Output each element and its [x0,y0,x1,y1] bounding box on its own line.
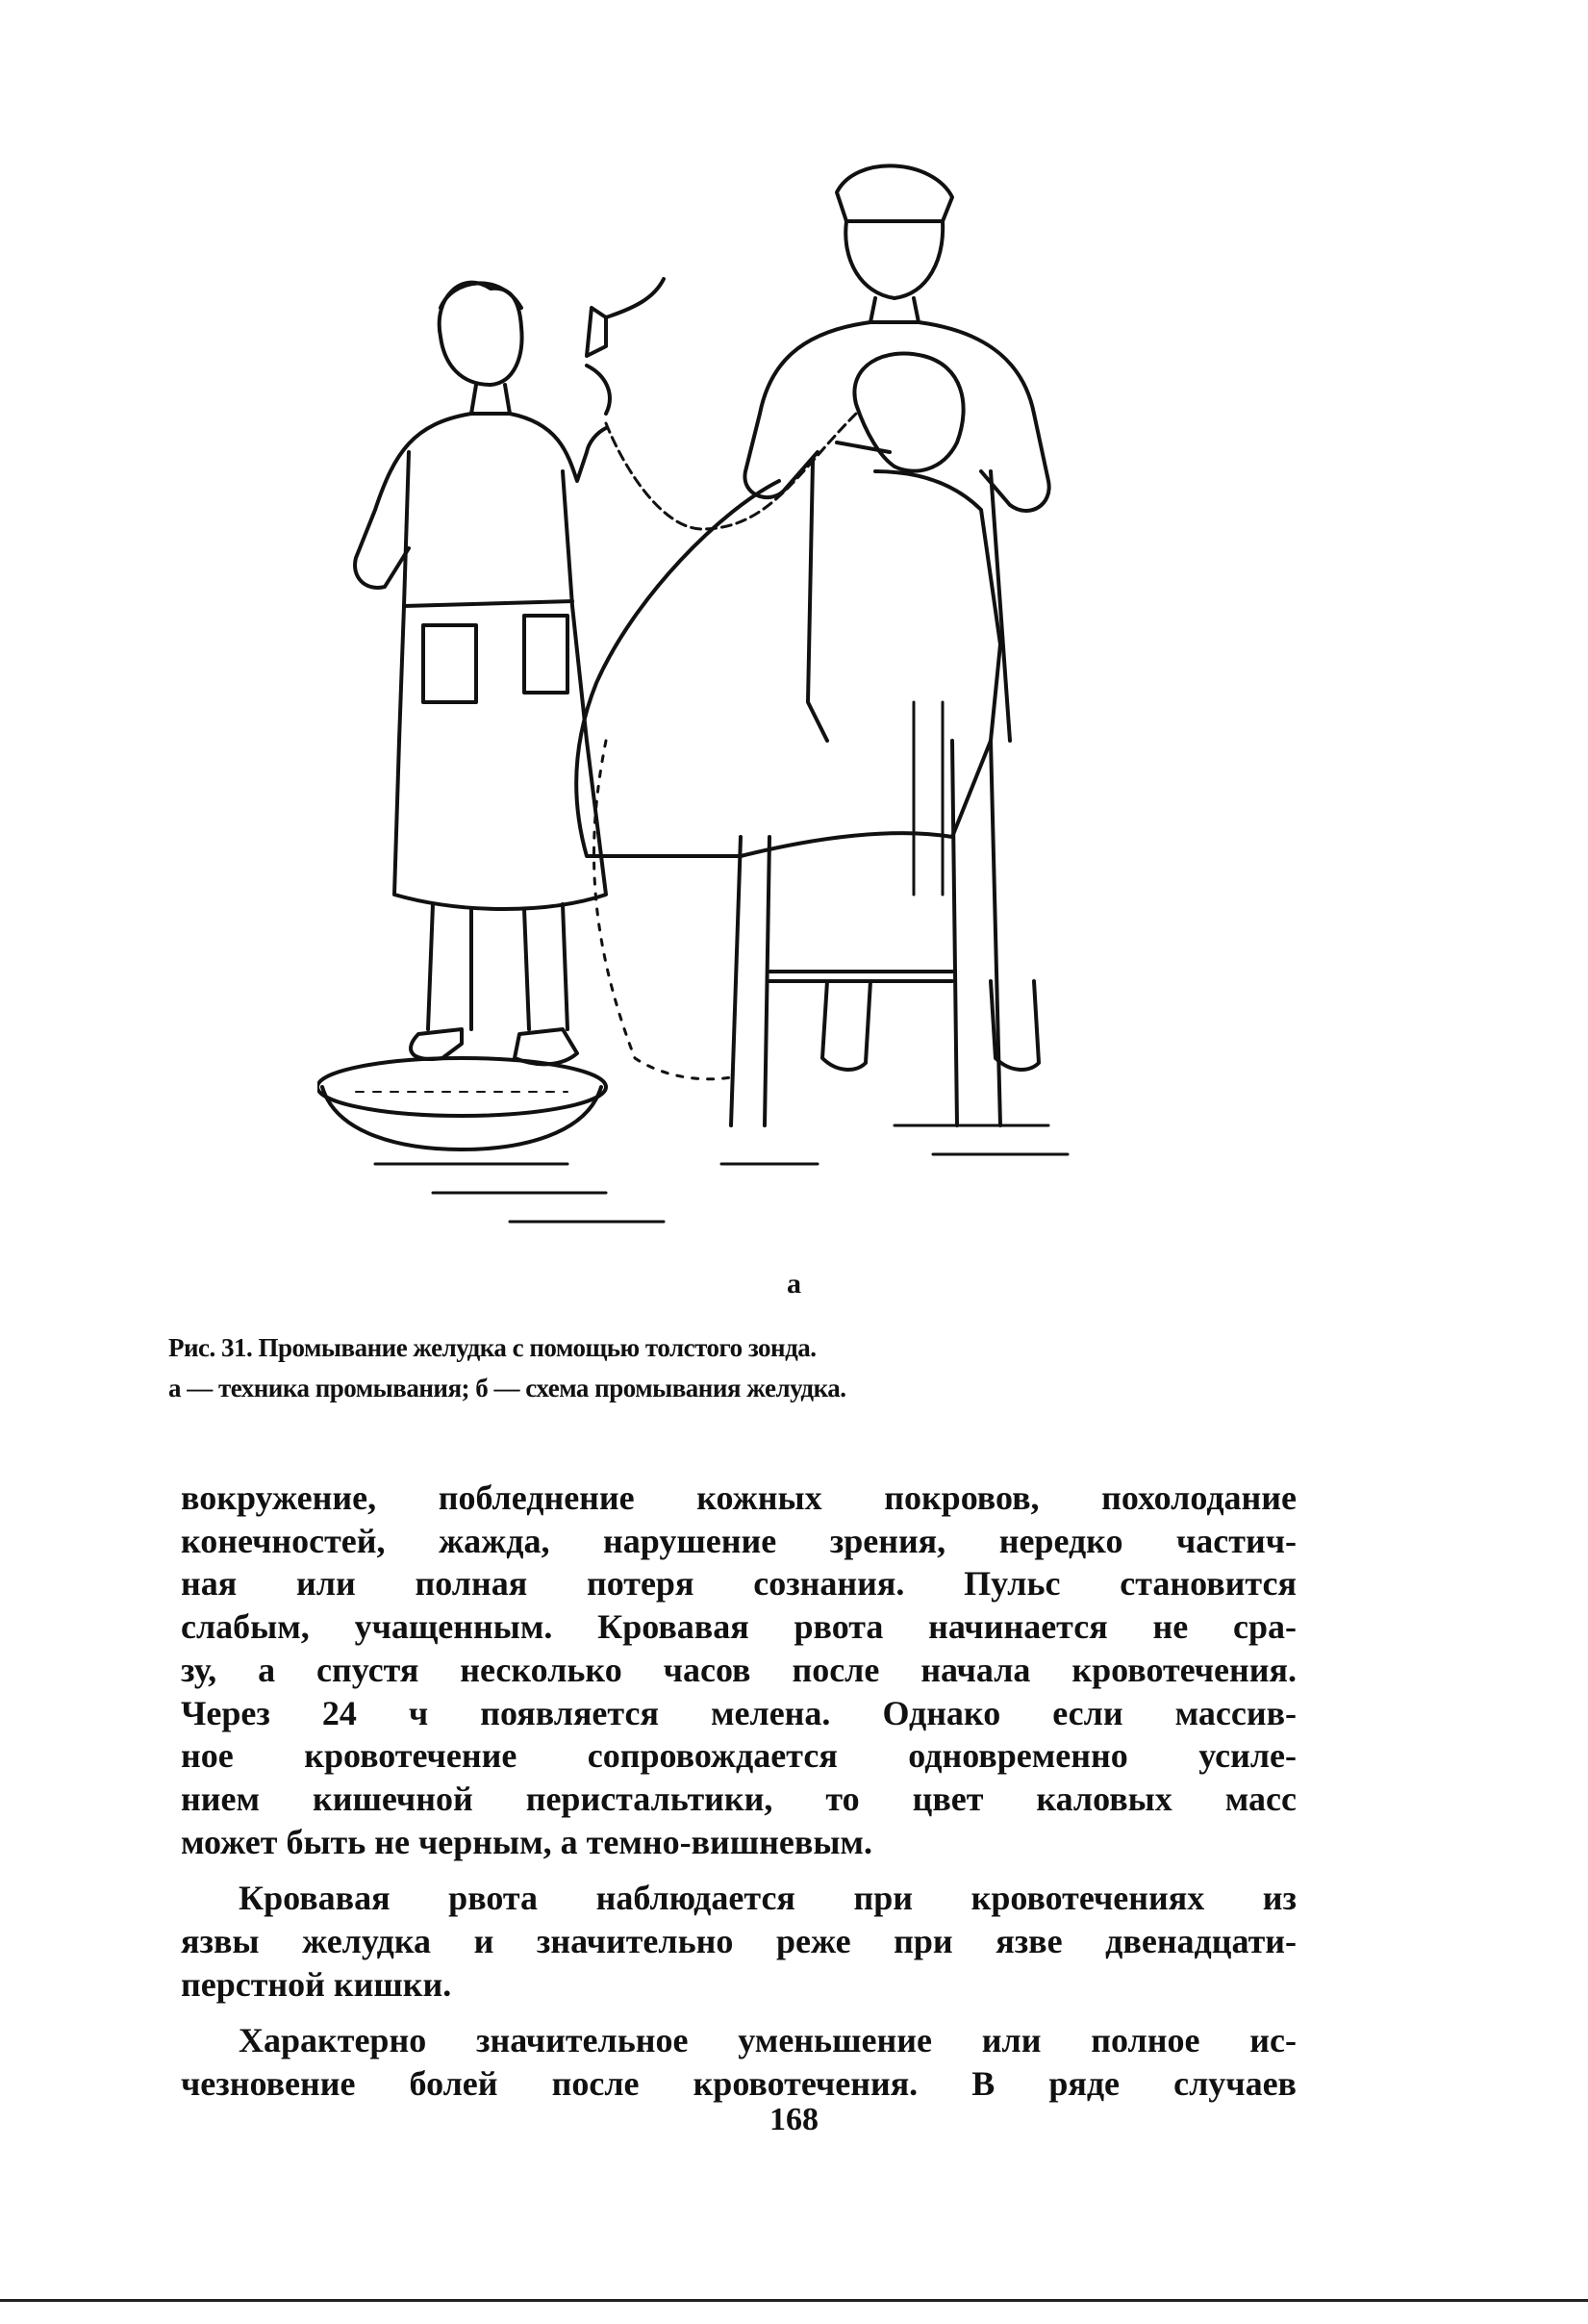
text-line: перстной кишки. [181,1964,452,2004]
text-line: ная или полная потеря сознания. Пульс становится [181,1564,1297,1604]
caption-line: Рис. 31. Промывание желудка с помощью толстого зонда. [168,1333,817,1362]
caption-line: а — техника промывания; б — схема промывания желудка. [168,1374,846,1402]
paragraph [181,1877,1297,2006]
text-line: конечностей, жажда, нарушение зрения, нередко частич- [181,1521,1297,1560]
page-number: 168 [769,2102,819,2137]
paragraph [181,2019,1297,2105]
figure-illustration-gastric-lavage [317,164,1135,1270]
text-line: зу, а спустя несколько часов после начала кровотечения. [181,1650,1297,1689]
text-line: может быть не черным, а темно-вишневым. [181,1822,872,1861]
text-line: чезновение болей после кровотечения. В ряде случаев [181,2064,1297,2104]
figure-panel-letter: а [787,1268,801,1300]
text-line: язвы желудка и значительно реже при язве двенадцати- [181,1922,1297,1961]
basin-drawing [317,1058,664,1222]
doctor-figure [744,165,1048,1070]
text-line: Через 24 ч появляется мелена. Однако если массив- [181,1693,1297,1732]
text-line: слабым, учащенным. Кровавая рвота начинается не сра- [181,1607,1297,1647]
nurse-figure [355,279,664,1064]
body-text [181,1477,1297,2106]
text-line: Характерно значительное уменьшение или полное ис- [239,2021,1297,2060]
figure-caption [168,1327,1323,1408]
text-line: вокружение, побледнение кожных покровов, похолодание [181,1478,1297,1517]
text-line: ное кровотечение сопровождается одновременно усиле- [181,1736,1297,1776]
text-line: Кровавая рвота наблюдается при кровотечениях из [239,1879,1297,1918]
chair-drawing [721,702,1068,1164]
text-line: нием кишечной перистальтики, то цвет каловых масс [181,1779,1297,1818]
scan-edge-rule [0,2299,1588,2302]
paragraph [181,1477,1297,1863]
